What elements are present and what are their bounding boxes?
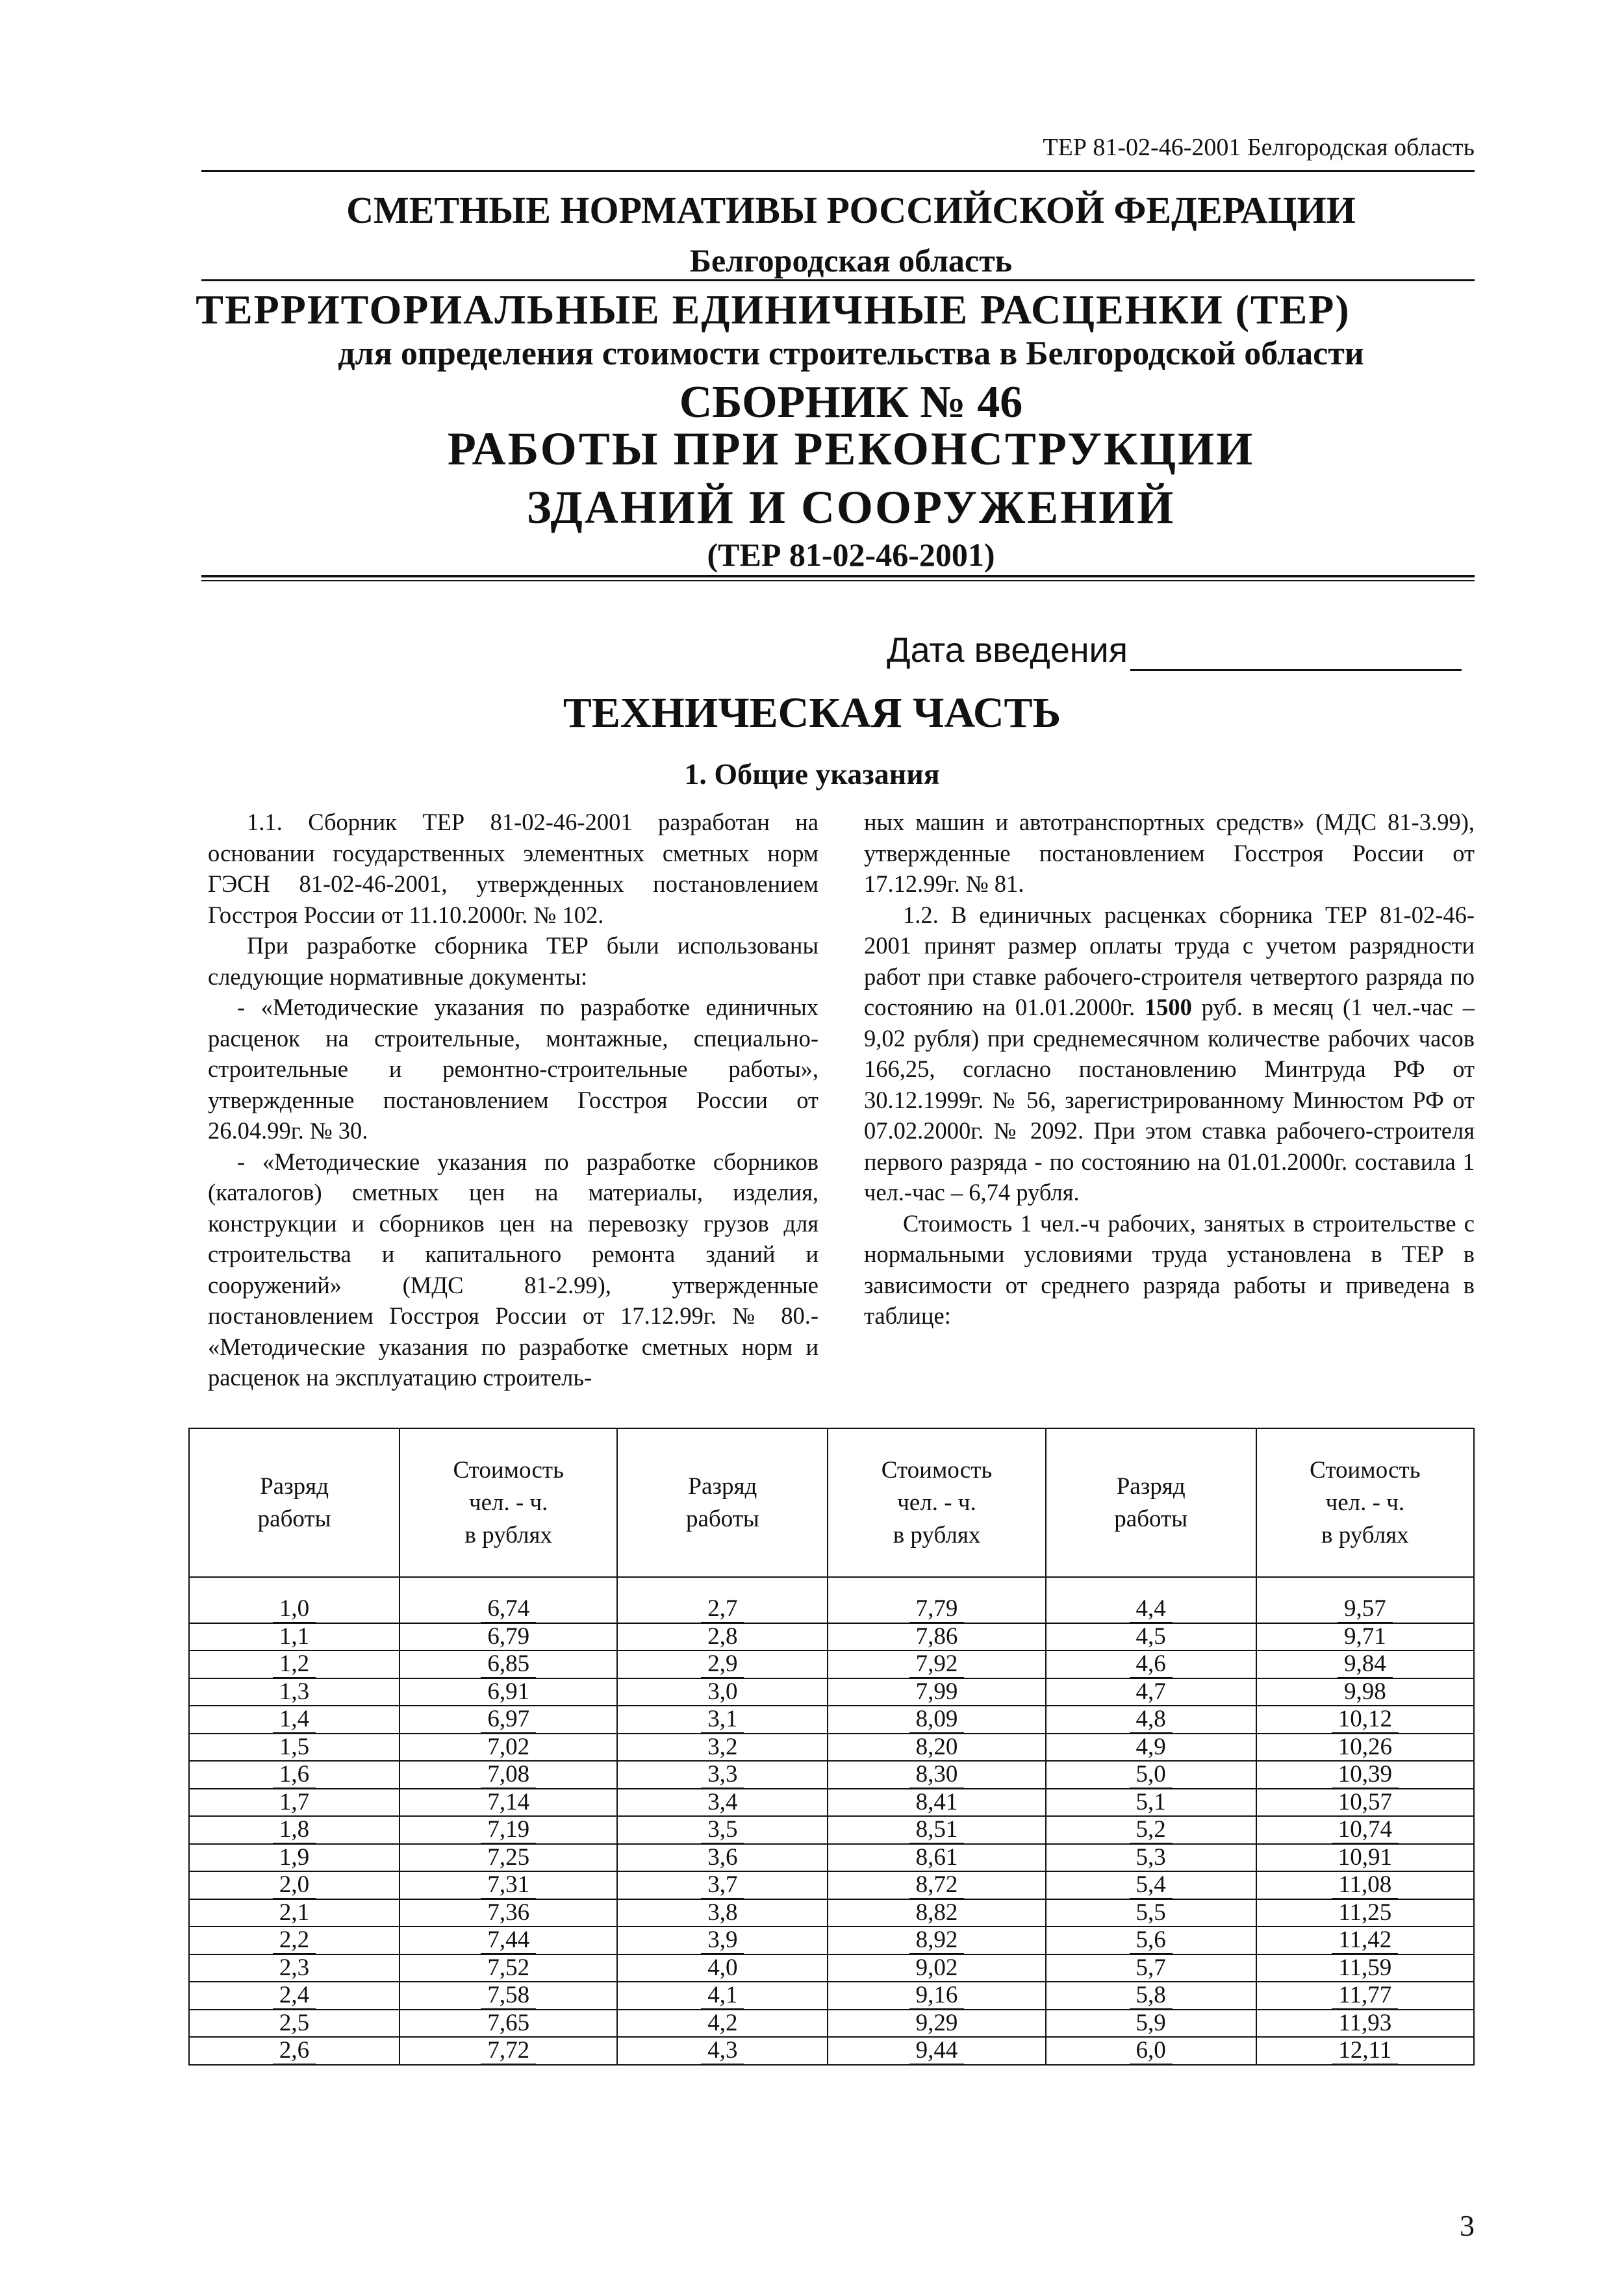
- cell-value: 9,29: [909, 2010, 965, 2038]
- cost-cell: [400, 1734, 617, 1762]
- cell-value: 11,08: [1332, 1871, 1398, 1899]
- grade-cell: [1046, 1789, 1256, 1817]
- grade-cell: [189, 1734, 400, 1762]
- cost-cell: [828, 1650, 1045, 1678]
- grade-cell: [1046, 1650, 1256, 1678]
- column-header-line: Стоимость: [881, 1456, 993, 1484]
- cell-value: 11,59: [1332, 1954, 1398, 1982]
- title-region: Белгородская область: [689, 242, 1013, 279]
- cost-cell: [1256, 1596, 1474, 1623]
- grade-cell: [617, 1899, 828, 1927]
- table-row: [189, 1816, 1474, 1844]
- cost-cell: [828, 1899, 1045, 1927]
- cell-value: 7,08: [481, 1761, 536, 1789]
- cell-value: 1,1: [273, 1623, 316, 1651]
- cost-cell: [400, 1678, 617, 1706]
- cell-value: 7,72: [481, 2037, 536, 2065]
- cell-value: 7,86: [909, 1623, 965, 1651]
- cell-value: 3,0: [701, 1678, 744, 1706]
- column-header-line: чел. - ч.: [897, 1489, 976, 1516]
- grade-cell: [1046, 1927, 1256, 1954]
- cell-value: 4,8: [1130, 1706, 1173, 1734]
- bold-amount: 1500: [1144, 994, 1192, 1020]
- cost-cell: [828, 1816, 1045, 1844]
- cost-cell: [1256, 1678, 1474, 1706]
- cell-value: 9,84: [1338, 1650, 1393, 1678]
- grade-cell: [189, 1899, 400, 1927]
- cost-cell: [828, 2010, 1045, 2038]
- cell-value: 7,19: [481, 1816, 536, 1844]
- spacer-cell: [1046, 1577, 1256, 1596]
- cell-value: 1,5: [273, 1734, 316, 1762]
- cell-value: 7,65: [481, 2010, 536, 2038]
- cost-cell: [400, 1706, 617, 1734]
- cost-cell: [1256, 1899, 1474, 1927]
- table-header-row: [189, 1428, 1474, 1577]
- cost-cell: [828, 1623, 1045, 1651]
- cell-value: 6,74: [481, 1595, 536, 1623]
- cell-value: 3,4: [701, 1789, 744, 1817]
- column-header: [828, 1428, 1045, 1577]
- cell-value: 5,8: [1130, 1982, 1173, 2010]
- column-header-line: работы: [257, 1505, 331, 1532]
- grade-cell: [617, 1789, 828, 1817]
- cost-cell: [828, 1927, 1045, 1954]
- title-double-rule-top: [201, 575, 1475, 577]
- cell-value: 1,8: [273, 1816, 316, 1844]
- cell-value: 10,74: [1332, 1816, 1399, 1844]
- paragraph-text: 1.2. В единичных расценках сборника ТЕР 81-02-46-2001 принят размер оплаты труда с учетом разрядности работ при ставке рабочего-строителя четвертого разряда по состоянию на 01.01.2000г.: [864, 901, 1475, 1020]
- cost-cell: [1256, 2037, 1474, 2065]
- cell-value: 3,3: [701, 1761, 744, 1789]
- grade-cell: [189, 1871, 400, 1899]
- cell-value: 3,6: [701, 1844, 744, 1872]
- cell-value: 11,25: [1332, 1899, 1398, 1927]
- cost-cell: [828, 1678, 1045, 1706]
- column-header-line: в рублях: [1321, 1521, 1409, 1548]
- table-row: [189, 1789, 1474, 1817]
- text-column-left: [208, 807, 818, 1393]
- grade-cell: [189, 1816, 400, 1844]
- grade-cell: [617, 1706, 828, 1734]
- cell-value: 5,1: [1130, 1789, 1173, 1817]
- cell-value: 8,61: [909, 1844, 965, 1872]
- cell-value: 1,4: [273, 1706, 316, 1734]
- cell-value: 8,82: [909, 1899, 965, 1927]
- cell-value: 5,2: [1130, 1816, 1173, 1844]
- cost-cell: [400, 1650, 617, 1678]
- table-row: [189, 1678, 1474, 1706]
- table-row: [189, 1761, 1474, 1789]
- cell-value: 7,79: [909, 1595, 965, 1623]
- cell-value: 2,2: [273, 1927, 316, 1954]
- column-header: [400, 1428, 617, 1577]
- paragraph: При разработке сборника ТЕР были использованы следующие нормативные документы:: [208, 932, 818, 990]
- cost-cell: [1256, 2010, 1474, 2038]
- paragraph: - «Методические указания по разработке единичных расценок на строительные, монтажные, специально-строительные и ремонтно-строительные работы», утвержденные постановлением Госстроя России от 26.04.99г. № 30.: [208, 994, 818, 1144]
- paragraph: [864, 900, 1475, 1208]
- column-header-line: в рублях: [893, 1521, 981, 1548]
- column-header: [1256, 1428, 1474, 1577]
- collection-title-1: РАБОТЫ ПРИ РЕКОНСТРУКЦИИ: [447, 423, 1255, 475]
- cost-cell: [828, 1954, 1045, 1982]
- cost-cell: [400, 1816, 617, 1844]
- column-header: [1046, 1428, 1256, 1577]
- grade-cell: [189, 1982, 400, 2010]
- grade-cell: [1046, 1734, 1256, 1762]
- cell-value: 9,44: [909, 2037, 965, 2065]
- table-row: [189, 1623, 1474, 1651]
- column-header-line: Разряд: [688, 1472, 757, 1500]
- column-header-line: чел. - ч.: [468, 1489, 548, 1516]
- cell-value: 5,3: [1130, 1844, 1173, 1872]
- spacer-cell: [189, 1577, 400, 1596]
- grade-cell: [1046, 1954, 1256, 1982]
- table-row: [189, 1844, 1474, 1872]
- labor-cost-table: [188, 1428, 1475, 2066]
- grade-cell: [189, 1954, 400, 1982]
- technical-part-heading: ТЕХНИЧЕСКАЯ ЧАСТЬ: [563, 689, 1061, 737]
- spacer-cell: [828, 1577, 1045, 1596]
- title-rule: [201, 279, 1475, 281]
- grade-cell: [617, 1596, 828, 1623]
- cell-value: 6,79: [481, 1623, 536, 1651]
- cell-value: 3,5: [701, 1816, 744, 1844]
- table-row: [189, 1982, 1474, 2010]
- cell-value: 6,0: [1130, 2037, 1173, 2065]
- cell-value: 3,7: [701, 1871, 744, 1899]
- cell-value: 4,1: [701, 1982, 744, 2010]
- cost-cell: [1256, 1954, 1474, 1982]
- title-line-1: СМЕТНЫЕ НОРМАТИВЫ РОССИЙСКОЙ ФЕДЕРАЦИИ: [346, 189, 1356, 231]
- cell-value: 8,30: [909, 1761, 965, 1789]
- cost-cell: [400, 1982, 617, 2010]
- cell-value: 5,4: [1130, 1871, 1173, 1899]
- grade-cell: [189, 2010, 400, 2038]
- cell-value: 8,72: [909, 1871, 965, 1899]
- cell-value: 2,8: [701, 1623, 744, 1651]
- cell-value: 7,36: [481, 1899, 536, 1927]
- column-header-line: работы: [685, 1505, 759, 1532]
- cost-cell: [400, 1927, 617, 1954]
- title-double-rule-bottom: [201, 580, 1475, 581]
- cost-cell: [828, 1706, 1045, 1734]
- grade-cell: [1046, 2010, 1256, 2038]
- cell-value: 9,71: [1338, 1623, 1393, 1651]
- cell-value: 4,6: [1130, 1650, 1173, 1678]
- cell-value: 11,77: [1332, 1982, 1398, 2010]
- table-row: [189, 1706, 1474, 1734]
- cell-value: 7,99: [909, 1678, 965, 1706]
- grade-cell: [1046, 1761, 1256, 1789]
- paragraph-text: руб. в месяц (1 чел.-час – 9,02 рубля) при среднемесячном количестве рабочих часов 166,25, согласно постановлению Минтруда РФ от 30.12.1999г. № 56, зарегистрированному Минюстом РФ от 07.02.2000г. № 2092. При этом ставка рабочего-строителя первого разряда - по состоянию на 01.01.2000г. составила 1 чел.-час – 6,74 рубля.: [864, 994, 1475, 1206]
- grade-cell: [617, 1816, 828, 1844]
- cell-value: 7,14: [481, 1789, 536, 1817]
- cell-value: 4,7: [1130, 1678, 1173, 1706]
- grade-cell: [189, 1927, 400, 1954]
- cell-value: 5,6: [1130, 1927, 1173, 1954]
- grade-cell: [1046, 1706, 1256, 1734]
- grade-cell: [617, 2010, 828, 2038]
- header-rule: [201, 170, 1475, 172]
- cell-value: 10,26: [1332, 1734, 1399, 1762]
- cell-value: 6,85: [481, 1650, 536, 1678]
- cell-value: 1,2: [273, 1650, 316, 1678]
- cost-cell: [400, 1596, 617, 1623]
- table-body: [189, 1577, 1474, 2065]
- grade-cell: [617, 2037, 828, 2065]
- grade-cell: [617, 1734, 828, 1762]
- table-row: [189, 1927, 1474, 1954]
- table-row: [189, 1734, 1474, 1762]
- column-header-line: Разряд: [1116, 1472, 1186, 1500]
- cost-cell: [400, 2037, 617, 2065]
- cell-value: 11,93: [1332, 2010, 1398, 2038]
- title-line-3: ТЕРРИТОРИАЛЬНЫЕ ЕДИНИЧНЫЕ РАСЦЕНКИ (ТЕР): [196, 286, 1351, 333]
- cell-value: 1,6: [273, 1761, 316, 1789]
- collection-title-2: ЗДАНИЙ И СООРУЖЕНИЙ: [526, 481, 1176, 533]
- table-spacer-row: [189, 1577, 1474, 1596]
- grade-cell: [1046, 2037, 1256, 2065]
- cost-cell: [400, 2010, 617, 2038]
- grade-cell: [189, 2037, 400, 2065]
- cell-value: 8,09: [909, 1706, 965, 1734]
- grade-cell: [617, 1678, 828, 1706]
- cell-value: 9,02: [909, 1954, 965, 1982]
- cell-value: 7,92: [909, 1650, 965, 1678]
- collection-code: (ТЕР 81-02-46-2001): [707, 537, 995, 573]
- column-header-line: Разряд: [260, 1472, 329, 1500]
- cell-value: 5,9: [1130, 2010, 1173, 2038]
- cost-cell: [1256, 1623, 1474, 1651]
- cost-cell: [828, 1734, 1045, 1762]
- cost-cell: [400, 1899, 617, 1927]
- grade-cell: [1046, 1816, 1256, 1844]
- cell-value: 1,9: [273, 1844, 316, 1872]
- cell-value: 10,39: [1332, 1761, 1399, 1789]
- cost-cell: [1256, 1844, 1474, 1872]
- cost-cell: [1256, 1706, 1474, 1734]
- cell-value: 2,1: [273, 1899, 316, 1927]
- cell-value: 3,8: [701, 1899, 744, 1927]
- cost-cell: [400, 1623, 617, 1651]
- cell-value: 10,91: [1332, 1844, 1399, 1872]
- paragraph: 1.1. Сборник ТЕР 81-02-46-2001 разработан на основании государственных элементных сметных норм ГЭСН 81-02-46-2001, утвержденных постановлением Госстроя России от 11.10.2000г. № 102.: [208, 809, 818, 928]
- cost-cell: [828, 1871, 1045, 1899]
- cell-value: 2,6: [273, 2037, 316, 2065]
- cell-value: 10,57: [1332, 1789, 1399, 1817]
- cost-cell: [400, 1761, 617, 1789]
- cell-value: 6,91: [481, 1678, 536, 1706]
- cell-value: 4,3: [701, 2037, 744, 2065]
- cell-value: 5,7: [1130, 1954, 1173, 1982]
- cell-value: 7,31: [481, 1871, 536, 1899]
- title-line-4: для определения стоимости строительства в Белгородской области: [338, 335, 1364, 372]
- column-header-line: в рублях: [464, 1521, 553, 1548]
- grade-cell: [617, 1982, 828, 2010]
- cell-value: 7,25: [481, 1844, 536, 1872]
- paragraph: Стоимость 1 чел.-ч рабочих, занятых в строительстве с нормальными условиями труда установлена в ТЕР в зависимости от среднего разряда работы и приведена в таблице:: [864, 1209, 1475, 1329]
- cell-value: 4,5: [1130, 1623, 1173, 1651]
- cost-cell: [1256, 1761, 1474, 1789]
- cell-value: 8,51: [909, 1816, 965, 1844]
- grade-cell: [189, 1706, 400, 1734]
- cost-cell: [400, 1871, 617, 1899]
- spacer-cell: [1256, 1577, 1474, 1596]
- date-intro-label: Дата введения: [887, 631, 1128, 670]
- grade-cell: [1046, 1871, 1256, 1899]
- cost-cell: [1256, 1650, 1474, 1678]
- cost-cell: [1256, 1927, 1474, 1954]
- cell-value: 7,52: [481, 1954, 536, 1982]
- table-row: [189, 1899, 1474, 1927]
- grade-cell: [189, 1789, 400, 1817]
- cost-cell: [828, 1596, 1045, 1623]
- grade-cell: [617, 1927, 828, 1954]
- cost-cell: [1256, 1982, 1474, 2010]
- text-column-right: [864, 807, 1475, 1332]
- cell-value: 3,9: [701, 1927, 744, 1954]
- grade-cell: [617, 1871, 828, 1899]
- grade-cell: [617, 1844, 828, 1872]
- table-row: [189, 2037, 1474, 2065]
- cell-value: 2,7: [701, 1595, 744, 1623]
- cost-cell: [1256, 1789, 1474, 1817]
- cell-value: 11,42: [1332, 1927, 1398, 1954]
- cell-value: 8,92: [909, 1927, 965, 1954]
- cell-value: 9,98: [1338, 1678, 1393, 1706]
- running-header: ТЕР 81-02-46-2001 Белгородская область: [1043, 134, 1475, 161]
- cell-value: 8,41: [909, 1789, 965, 1817]
- cell-value: 4,4: [1130, 1595, 1173, 1623]
- cell-value: 2,9: [701, 1650, 744, 1678]
- page-number: 3: [1460, 2209, 1475, 2242]
- grade-cell: [1046, 1899, 1256, 1927]
- grade-cell: [617, 1650, 828, 1678]
- grade-cell: [189, 1596, 400, 1623]
- cost-cell: [828, 1982, 1045, 2010]
- cell-value: 1,3: [273, 1678, 316, 1706]
- table-row: [189, 1954, 1474, 1982]
- cost-cell: [828, 1789, 1045, 1817]
- grade-cell: [617, 1623, 828, 1651]
- cell-value: 6,97: [481, 1706, 536, 1734]
- grade-cell: [1046, 1982, 1256, 2010]
- cell-value: 5,5: [1130, 1899, 1173, 1927]
- grade-cell: [189, 1678, 400, 1706]
- cell-value: 9,57: [1338, 1595, 1393, 1623]
- cell-value: 2,0: [273, 1871, 316, 1899]
- grade-cell: [617, 1954, 828, 1982]
- column-header: [189, 1428, 400, 1577]
- cell-value: 4,0: [701, 1954, 744, 1982]
- grade-cell: [1046, 1844, 1256, 1872]
- cell-value: 2,4: [273, 1982, 316, 2010]
- table-row: [189, 2010, 1474, 2038]
- table-row: [189, 1596, 1474, 1623]
- cell-value: 1,7: [273, 1789, 316, 1817]
- cell-value: 7,44: [481, 1927, 536, 1954]
- spacer-cell: [617, 1577, 828, 1596]
- cell-value: 2,3: [273, 1954, 316, 1982]
- cost-cell: [1256, 1734, 1474, 1762]
- cost-cell: [400, 1954, 617, 1982]
- table-row: [189, 1871, 1474, 1899]
- column-header: [617, 1428, 828, 1577]
- cell-value: 4,2: [701, 2010, 744, 2038]
- section-heading: 1. Общие указания: [684, 757, 940, 790]
- paragraph: - «Методические указания по разработке сборников (каталогов) сметных цен на материалы, изделия, конструкции и сборников цен на перевозку грузов для строительства и капитального ремонта зданий и сооружений» (МДС 81-2.99), утвержденные постановлением Госстроя России от 17.12.99г. № 80.- «Методические указания по разработке сметных норм и расценок на эксплуатацию строитель-: [208, 1148, 818, 1391]
- column-header-line: Стоимость: [1310, 1456, 1421, 1484]
- grade-cell: [1046, 1596, 1256, 1623]
- column-header-line: работы: [1114, 1505, 1188, 1532]
- cell-value: 10,12: [1332, 1706, 1399, 1734]
- column-header-line: чел. - ч.: [1325, 1489, 1405, 1516]
- cell-value: 1,0: [273, 1595, 316, 1623]
- cell-value: 7,58: [481, 1982, 536, 2010]
- grade-cell: [189, 1761, 400, 1789]
- column-header-line: Стоимость: [453, 1456, 564, 1484]
- grade-cell: [1046, 1623, 1256, 1651]
- grade-cell: [189, 1650, 400, 1678]
- cell-value: 7,02: [481, 1734, 536, 1762]
- cell-value: 4,9: [1130, 1734, 1173, 1762]
- paragraph: ных машин и автотранспортных средств» (МДС 81-3.99), утвержденные постановлением Госстроя России от 17.12.99г. № 81.: [864, 809, 1475, 897]
- cost-cell: [1256, 1871, 1474, 1899]
- grade-cell: [189, 1623, 400, 1651]
- date-intro-blank: [1130, 669, 1462, 671]
- collection-number: СБОРНИК № 46: [679, 377, 1023, 427]
- grade-cell: [189, 1844, 400, 1872]
- cost-cell: [1256, 1816, 1474, 1844]
- cell-value: 3,2: [701, 1734, 744, 1762]
- cell-value: 12,11: [1332, 2037, 1398, 2065]
- cost-cell: [400, 1844, 617, 1872]
- cell-value: 2,5: [273, 2010, 316, 2038]
- cell-value: 3,1: [701, 1706, 744, 1734]
- cell-value: 9,16: [909, 1982, 965, 2010]
- cost-cell: [400, 1789, 617, 1817]
- cell-value: 5,0: [1130, 1761, 1173, 1789]
- grade-cell: [1046, 1678, 1256, 1706]
- cell-value: 8,20: [909, 1734, 965, 1762]
- cost-cell: [828, 1844, 1045, 1872]
- spacer-cell: [400, 1577, 617, 1596]
- cost-cell: [828, 1761, 1045, 1789]
- cost-cell: [828, 2037, 1045, 2065]
- grade-cell: [617, 1761, 828, 1789]
- table-row: [189, 1650, 1474, 1678]
